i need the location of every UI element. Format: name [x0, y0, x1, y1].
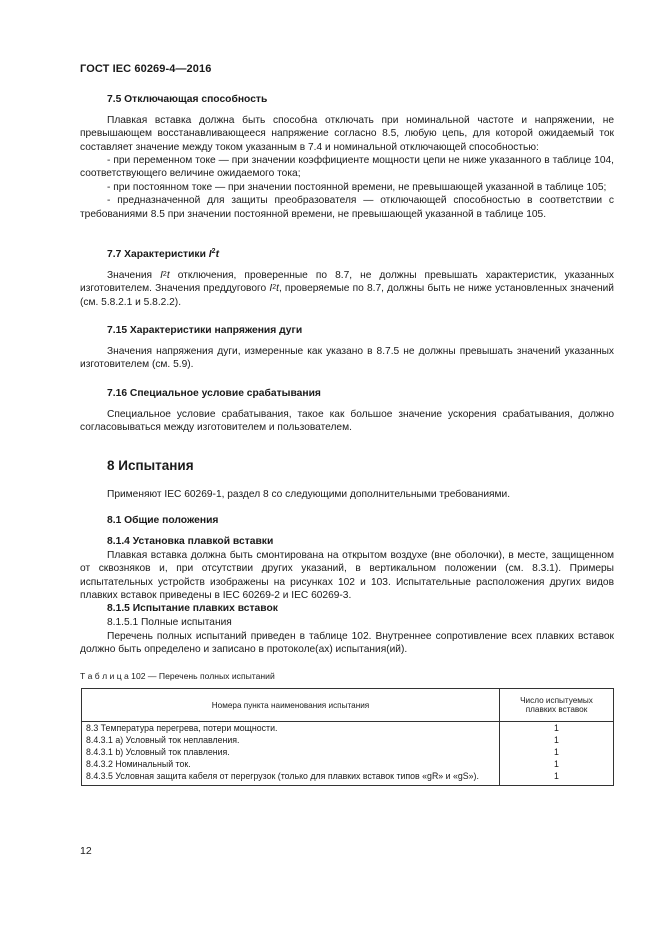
table-cell: 1	[500, 734, 614, 746]
table-cell: 1	[500, 722, 614, 735]
table-cell: 8.4.3.1 а) Условный ток неплавления.	[82, 734, 500, 746]
section-7-15-body: Значения напряжения дуги, измеренные как указано в 8.7.5 не должны превышать значений указанных изготовителем (см. 5.9).	[80, 346, 614, 371]
list-item: - при переменном токе — при значении коэффициенте мощности цепи не ниже указанного в таблице 104, соответствующего величине ожидаемого тока;	[80, 155, 614, 180]
section-7-5-intro: Плавкая вставка должна быть способна отключать при номинальной частоте и напряжении, не превышающем восстанавливающееся напряжение согласно 8.5, любую цепь, для которой ожидаемый ток составляет значение между током указанным в 7.4 и номинальной отключающей способностью:	[80, 115, 614, 153]
table-row	[82, 758, 614, 770]
section-7-16-body: Специальное условие срабатывания, такое как большое значение ускорения срабатывания, должно согласовываться между изготовителем и пользователем.	[80, 409, 614, 434]
table-row	[82, 770, 614, 786]
table-row	[82, 722, 614, 735]
table-cell: 8.4.3.1 b) Условный ток плавления.	[82, 746, 500, 758]
table-row	[82, 734, 614, 746]
table-header-cell: Номера пункта наименования испытания	[82, 689, 500, 722]
section-8-1-5-title: 8.1.5 Испытание плавких вставок	[107, 603, 278, 614]
section-8-1-5-1-body: Перечень полных испытаний приведен в таблице 102. Внутреннее сопротивление всех плавких вставок должно быть определено и записано в протоколе(ах) испытания(ий).	[80, 631, 614, 656]
tests-table	[81, 688, 614, 786]
section-7-16-title: 7.16 Специальное условие срабатывания	[107, 388, 321, 399]
page-number: 12	[80, 845, 92, 857]
table-cell: 8.4.3.5 Условная защита кабеля от перегрузок (только для плавких вставок типов «gR» и «gS»).	[82, 770, 500, 786]
section-8-1-title: 8.1 Общие положения	[107, 515, 219, 526]
section-7-15-title: 7.15 Характеристики напряжения дуги	[107, 325, 303, 336]
table-cell: 1	[500, 770, 614, 786]
table-cell: 1	[500, 746, 614, 758]
list-item: - предназначенной для защиты преобразователя — отключающей способностью в соответствии с требованиями 8.5 при значении постоянной времени, не превышающей указанной в таблице 105.	[80, 195, 614, 220]
section-8-1-4-body: Плавкая вставка должна быть смонтирована на открытом воздухе (вне оболочки), в месте, защищенном от сквозняков и, при отсутствии других указаний, в вертикальном положении (см. 8.3.1). Примеры испытательных устройств изображены на рисунках 102 и 103. Испытательные расположения других видов плавких вставок приведены в IEC 60269-2 и IEC 60269-3.	[80, 550, 614, 602]
section-7-7-title: 7.7 Характеристики $I^2t$	[107, 248, 219, 260]
table-header-cell: Число испытуемых плавких вставок	[500, 689, 614, 722]
section-8-1-4-title: 8.1.4 Установка плавкой вставки	[107, 536, 274, 547]
table-cell: 1	[500, 758, 614, 770]
section-8-1-5-1-title: 8.1.5.1 Полные испытания	[107, 617, 232, 628]
list-item: - при постоянном токе — при значении постоянной времени, не превышающей указанной в таблице 105;	[107, 181, 607, 193]
section-8-body: Применяют IEC 60269-1, раздел 8 со следующими дополнительными требованиями.	[107, 489, 511, 500]
section-7-7-body: Значения $I^2t$ отключения, проверенные по 8.7, не должны превышать характеристик, указанных изготовителем. Значения преддугового $I^2t$, проверяемые по 8.7, должны быть не ниже установленных значений (см. 5.8.2.1 и 5.8.2.2).	[80, 270, 615, 308]
section-7-5-title: 7.5 Отключающая способность	[107, 94, 268, 105]
table-caption: Т а б л и ц а 102 — Перечень полных испытаний	[80, 671, 275, 681]
table-cell: 8.4.3.2 Номинальный ток.	[82, 758, 500, 770]
section-7-5-list	[80, 154, 614, 221]
table-cell: 8.3 Температура перегрева, потери мощности.	[82, 722, 500, 735]
table-row	[82, 746, 614, 758]
section-7-5-body	[80, 114, 614, 154]
document-header: ГОСТ IEC 60269-4—2016	[80, 63, 212, 75]
section-8-title: 8 Испытания	[107, 458, 194, 473]
